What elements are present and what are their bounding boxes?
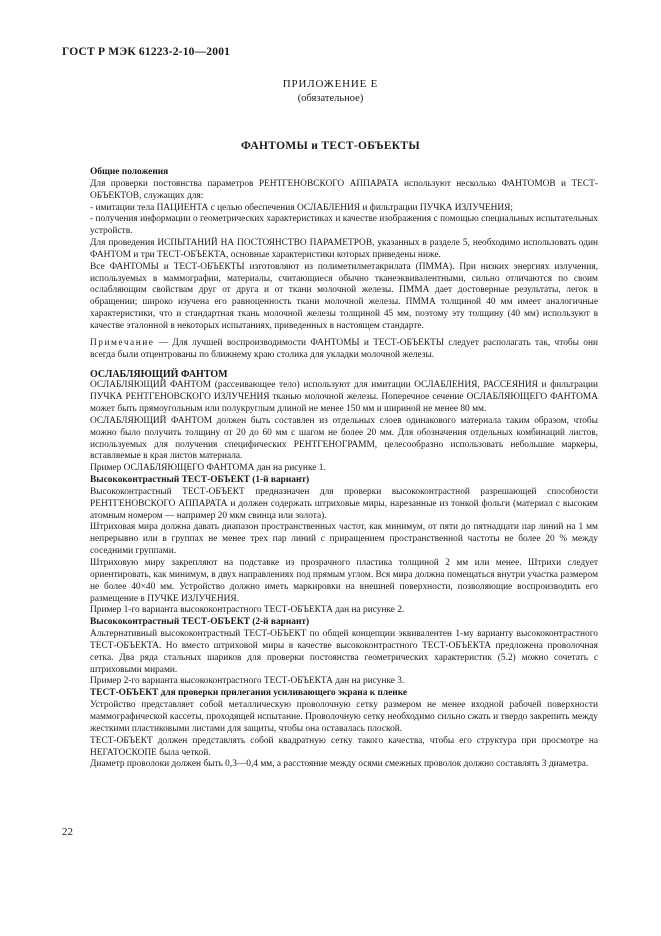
paragraph: Для проверки постоянства параметров РЕНТГЕНОВСКОГО АППАРАТА используют несколько ФАНТОМОВ и ТЕСТ-ОБЪЕКТОВ, служащих для: [90, 178, 598, 201]
appendix-subtitle: (обязательное) [297, 93, 364, 104]
paragraph: - имитации тела ПАЦИЕНТА с целью обеспечения ОСЛАБЛЕНИЯ и фильтрации ПУЧКА ИЗЛУЧЕНИЯ; [90, 202, 514, 213]
paragraph: Пример ОСЛАБЛЯЮЩЕГО ФАНТОМА дан на рисунке 1. [90, 463, 326, 474]
page-number: 22 [62, 826, 73, 838]
paragraph: ТЕСТ-ОБЪЕКТ должен представлять собой квадратную сетку такого качества, чтобы его структура при просмотре на НЕГАТОСКОПЕ была четкой. [90, 735, 598, 758]
paragraph: - получения информации о геометрических характеристиках и качестве изображения с помощью специальных испытательных устройств. [90, 214, 598, 237]
attenuating-phantom-heading: ОСЛАБЛЯЮЩИЙ ФАНТОМ [90, 368, 228, 380]
note [90, 338, 598, 362]
document-body [90, 167, 598, 771]
paragraph: Устройство представляет собой металлическую проволочную сетку размером не менее входной рабочей поверхности маммографической кассеты, проходящей испытание. Проволочную сетку необходимо сильно сжать и твердо закрепить между жесткими пластиковыми листами для защиты, чтобы она оставалась плоской. [90, 700, 598, 734]
paragraph: Пример 1-го варианта высококонтрастного ТЕСТ-ОБЪЕКТА дан на рисунке 2. [90, 605, 405, 616]
appendix-title: ПРИЛОЖЕНИЕ Е [282, 78, 379, 90]
high-contrast-1-heading: Высококонтрастный ТЕСТ-ОБЪЕКТ (1-й вариант) [90, 475, 310, 486]
note-label: Примечание [90, 337, 155, 348]
paragraph: Высококонтрастный ТЕСТ-ОБЪЕКТ предназначен для проверки высококонтрастной разрешающей способности РЕНТГЕНОВСКОГО АППАРАТА и должен содержать штриховые миры, нарезанные из тонкой фольги (материал с высоким атомным номером — например 20 мкм свинца или золота). [90, 486, 598, 521]
paragraph: Все ФАНТОМЫ и ТЕСТ-ОБЪЕКТЫ изготовляют из полиметилметакрилата (ПММА). При низких энергиях излучения, используемых в маммографии, материалы, считающиеся обычно тканеэквивалентными, сильно отличаются по своим ослабляющим свойствам друг от друга и от ткани молочной железы. ПММА дает достоверные результаты, легок в обращении; широко изучена его равноценность ткани молочной железы. ПММА толщиной 40 мм имеет аналогичные характеристики, что и стандартная ткань молочной железы толщиной 45 мм, поэтому эту толщину (40 мм) используют в качестве эталонной в некоторых испытаниях, приведенных в настоящем стандарте. [90, 261, 598, 331]
note-text: — Для лучшей воспроизводимости ФАНТОМЫ и ТЕСТ-ОБЪЕКТЫ следует располагать так, чтобы они всегда были отцентрованы по ближнему краю столика для укладки молочной железы. [90, 337, 598, 360]
paragraph: ОСЛАБЛЯЮЩИЙ ФАНТОМ должен быть составлен из отдельных слоев одинакового материала таким образом, чтобы можно было получить толщину от 20 до 60 мм с шагом не более 20 мм. Для обозначения отдельных комбинаций листов, используемых для получения специфических РЕНТГЕНОГРАММ, целесообразно использовать небольшие маркеры, вставляемые в края листов материала. [90, 415, 598, 462]
paragraph: Для проведения ИСПЫТАНИЙ НА ПОСТОЯНСТВО ПАРАМЕТРОВ, указанных в разделе 5, необходимо использовать один ФАНТОМ и три ТЕСТ-ОБЪЕКТА, основные характеристики которых приведены ниже. [90, 238, 598, 260]
paragraph: Альтернативный высококонтрастный ТЕСТ-ОБЪЕКТ по общей концепции эквивалентен 1-му варианту высококонтрастного ТЕСТ-ОБЪЕКТА. Но вместо штриховой миры в качестве высококонтрастного ТЕСТ-ОБЪЕКТА предложена проволочная сетка. Два ряда стальных шариков для проверки постоянства геометрических характеристик (5.2) можно сочетать с штриховыми мирами. [90, 629, 598, 675]
paragraph: ОСЛАБЛЯЮЩИЙ ФАНТОМ (рассеивающее тело) используют для имитации ОСЛАБЛЕНИЯ, РАССЕЯНИЯ и фильтрации ПУЧКА РЕНТГЕНОВСКОГО ИЗЛУЧЕНИЯ тканью молочной железы. Поперечное сечение ОСЛАБЛЯЮЩЕГО ФАНТОМА может быть прямоугольным или полукруглым длиной не менее 150 мм и шириной не менее 80 мм. [90, 380, 598, 415]
paragraph: Диаметр проволоки должен быть 0,3—0,4 мм, а расстояние между осями смежных проволок должно составлять 3 диаметра. [90, 759, 589, 770]
high-contrast-2-heading: Высококонтрастный ТЕСТ-ОБЪЕКТ (2-й вариант) [90, 617, 310, 628]
paragraph: Штриховую миру закрепляют на подставке из прозрачного пластика толщиной 2 мм или менее. Штрихи следует ориентировать, как минимум, в двух направлениях под прямым углом. Вся мира должна помещаться внутри участка размером не более 40×40 мм. Устройство должно иметь маркировки на внешней поверхности, позволяющие воспроизводить его размещение в ПУЧКЕ ИЗЛУЧЕНИЯ. [90, 558, 598, 604]
page-title: ФАНТОМЫ и ТЕСТ-ОБЪЕКТЫ [240, 140, 420, 152]
general-heading: Общие положения [90, 167, 169, 177]
standard-designation: ГОСТ Р МЭК 61223-2-10—2001 [62, 46, 231, 58]
paragraph: Пример 2-го варианта высококонтрастного ТЕСТ-ОБЪЕКТА дан на рисунке 3. [90, 676, 405, 687]
paragraph: Штриховая мира должна давать диапазон пространственных частот, как минимум, от пяти до пятнадцати пар линий на 1 мм непрерывно или в группах не менее трех пар линий с приращением пространственной частоты не более 20 % между соседними группами. [90, 522, 598, 557]
screen-contact-heading: ТЕСТ-ОБЪЕКТ для проверки прилегания усиливающего экрана к пленке [90, 688, 408, 699]
